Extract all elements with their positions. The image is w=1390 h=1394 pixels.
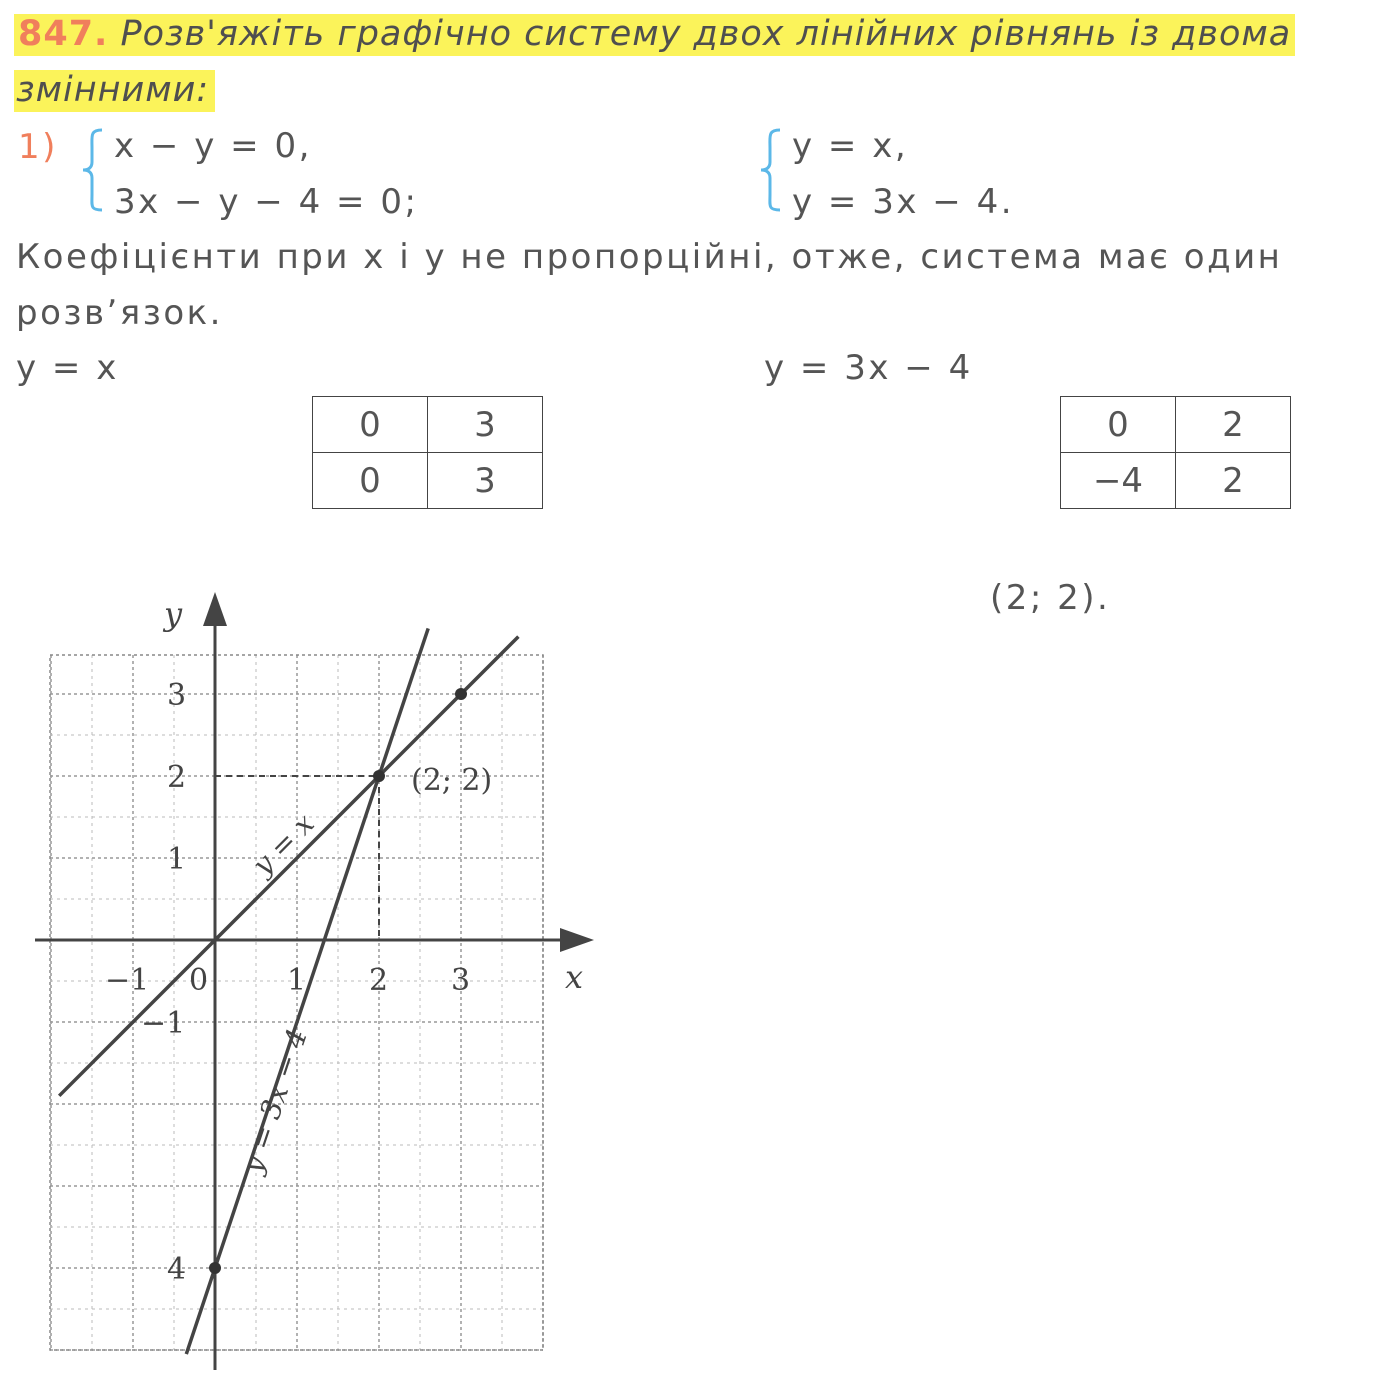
y-tick-label: 4 — [167, 1252, 187, 1287]
table-row — [1061, 397, 1291, 453]
x-tick-label: 3 — [451, 963, 471, 998]
graph — [0, 580, 640, 1380]
explanation-line1: Коефіцієнти при x і y не пропорційні, отже, система має один — [16, 237, 1283, 277]
problem-title-text: Розв'яжіть графічно систему двох лінійних рівнянь із двома — [120, 14, 1292, 54]
marked-point — [209, 1262, 221, 1274]
table-cell: 0 — [313, 453, 428, 509]
y-axis-label: y — [164, 595, 183, 633]
y-axis-arrow — [203, 592, 227, 626]
intersection-label: (2; 2) — [411, 763, 493, 798]
y-tick-label: 2 — [167, 760, 187, 795]
problem-title-line1 — [14, 10, 1295, 58]
table-row — [313, 397, 543, 453]
problem-title-line2 — [14, 66, 215, 114]
marked-point — [373, 770, 385, 782]
system2-eq2: y = 3x − 4. — [792, 182, 1015, 222]
table-cell: −4 — [1061, 453, 1176, 509]
y-tick-label: −1 — [141, 1006, 186, 1041]
system1-eq2: 3x − y − 4 = 0; — [114, 182, 419, 222]
values-table-1 — [312, 396, 543, 509]
x-axis-arrow — [560, 928, 594, 952]
answer: (2; 2). — [990, 578, 1111, 618]
x-axis-label: x — [565, 958, 584, 996]
explanation-line2: розв’язок. — [16, 293, 223, 333]
table-cell: 0 — [1061, 397, 1176, 453]
system1-eq1: x − y = 0, — [114, 126, 312, 166]
table-cell: 0 — [313, 397, 428, 453]
table-cell: 2 — [1176, 397, 1291, 453]
table1-heading: y = x — [16, 348, 119, 388]
x-tick-label: 2 — [369, 963, 389, 998]
y-tick-label: 3 — [167, 678, 187, 713]
problem-title-text-2: змінними: — [14, 70, 215, 112]
system2-eq1: y = x, — [792, 126, 909, 166]
table-cell: 2 — [1176, 453, 1291, 509]
x-tick-label: 1 — [287, 963, 307, 998]
line-y-equals-3x-minus-4 — [186, 628, 428, 1354]
table2-heading: y = 3x − 4 — [764, 348, 973, 388]
series-label-y-equals-x: y = x — [245, 806, 321, 882]
series-label-y-equals-3x-minus-4: y = 3x − 4 — [235, 1024, 315, 1178]
part-label: 1) — [18, 127, 58, 167]
table-cell: 3 — [428, 397, 543, 453]
table-row — [1061, 453, 1291, 509]
table-row — [313, 453, 543, 509]
values-table-2 — [1060, 396, 1291, 509]
x-tick-label: 0 — [189, 963, 209, 998]
system1-brace — [80, 128, 106, 212]
y-tick-label: 1 — [167, 842, 187, 877]
marked-point — [455, 688, 467, 700]
x-tick-label: −1 — [105, 963, 150, 998]
system2-brace — [758, 128, 784, 212]
table-cell: 3 — [428, 453, 543, 509]
problem-number: 847. — [18, 14, 109, 54]
